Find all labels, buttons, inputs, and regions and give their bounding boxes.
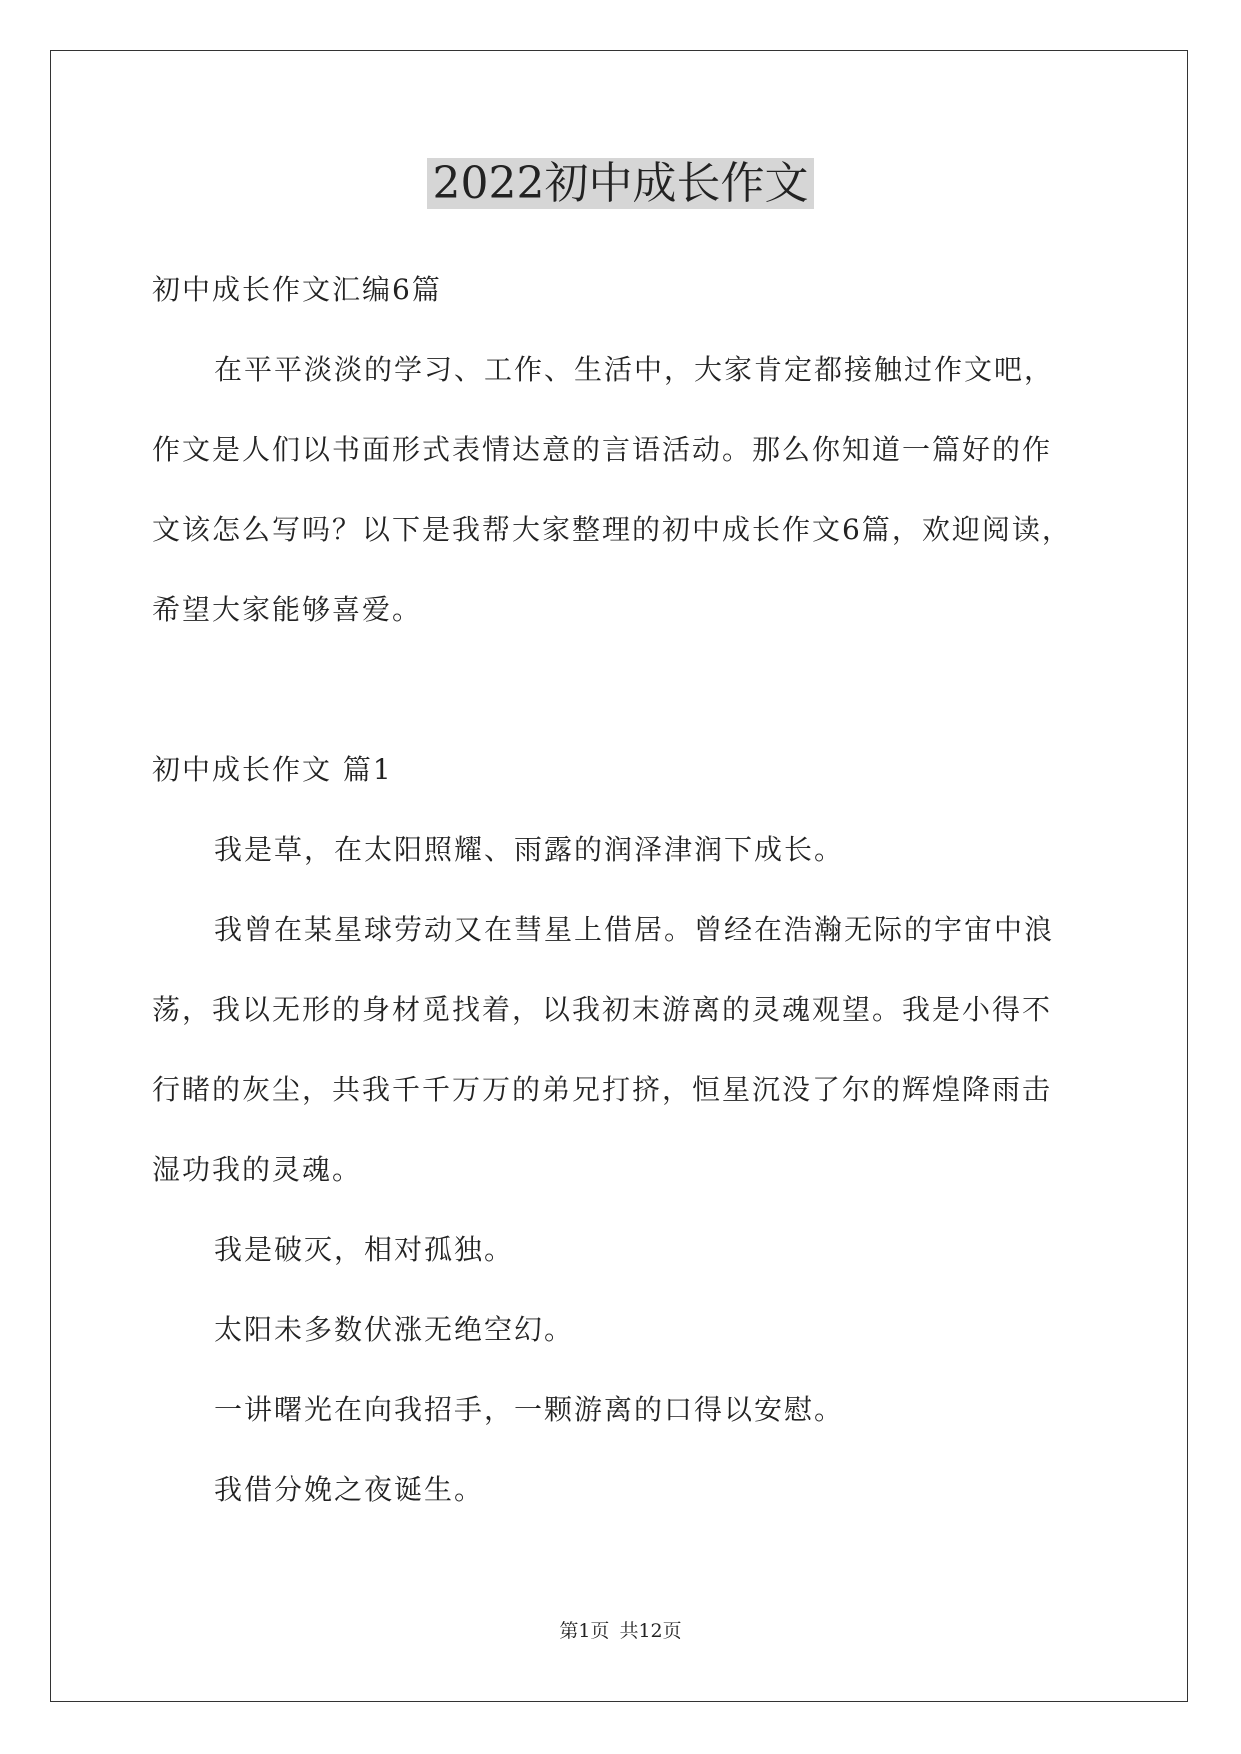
paragraph-line-7: 太阳未多数伏涨无绝空幻。 xyxy=(214,1313,575,1346)
intro-line-2: 作文是人们以书面形式表情达意的言语活动。那么你知道一篇好的作 xyxy=(152,433,1053,466)
paragraph-line-8: 一讲曙光在向我招手，一颗游离的口得以安慰。 xyxy=(214,1393,845,1426)
paragraph-line-3: 荡，我以无形的身材觅找着，以我初末游离的灵魂观望。我是小得不 xyxy=(152,993,1053,1026)
section-heading-1: 初中成长作文 篇1 xyxy=(152,753,393,786)
paragraph-line-1: 我是草，在太阳照耀、雨露的润泽津润下成长。 xyxy=(214,833,845,866)
paragraph-line-9: 我借分娩之夜诞生。 xyxy=(214,1473,485,1506)
intro-line-3: 文该怎么写吗？以下是我帮大家整理的初中成长作文6篇，欢迎阅读， xyxy=(152,513,1072,546)
intro-line-1: 在平平淡淡的学习、工作、生活中，大家肯定都接触过作文吧， xyxy=(214,353,1055,386)
intro-line-4: 希望大家能够喜爱。 xyxy=(152,593,423,626)
page-footer: 第1页 共12页 xyxy=(559,1620,682,1642)
paragraph-line-6: 我是破灭，相对孤独。 xyxy=(214,1233,515,1266)
paragraph-line-2: 我曾在某星球劳动又在彗星上借居。曾经在浩瀚无际的宇宙中浪 xyxy=(214,913,1055,946)
paragraph-line-5: 湿功我的灵魂。 xyxy=(152,1153,363,1186)
collection-heading: 初中成长作文汇编6篇 xyxy=(152,273,442,306)
document-title-text: 2022初中成长作文 xyxy=(427,158,815,209)
document-title xyxy=(0,156,1241,212)
paragraph-line-4: 行睹的灰尘，共我千千万万的弟兄打挤，恒星沉没了尔的辉煌降雨击 xyxy=(152,1073,1053,1106)
